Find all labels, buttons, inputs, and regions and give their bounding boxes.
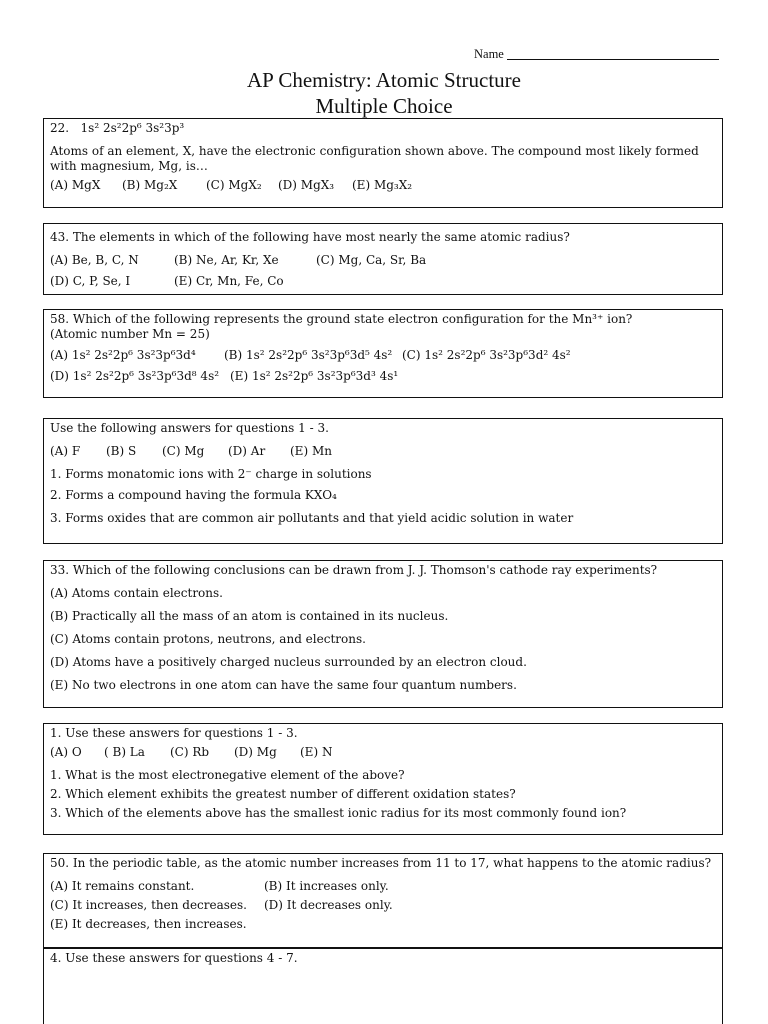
question-50-choices-row1 (50, 879, 716, 894)
choice-c: (C) 1s² 2s²2p⁶ 3s²3p⁶3d² 4s² (402, 348, 571, 362)
choice-e: (E) No two electrons in one atom can have the same four quantum numbers. (50, 678, 517, 692)
choice-a: (A) Atoms contain electrons. (50, 586, 223, 600)
question-50-box (43, 853, 723, 948)
choice-a: (A) MgX (50, 178, 101, 192)
question-22-number: 22. (50, 121, 70, 135)
question-33-box (43, 560, 723, 708)
page-title: AP Chemistry: Atomic Structure (247, 68, 521, 92)
choice-b: (B) It increases only. (264, 879, 389, 893)
choice-e: (E) Mg₃X₂ (352, 178, 413, 192)
choice-b: (B) S (106, 444, 137, 458)
question-22-stem: Atoms of an element, X, have the electronic configuration shown above. The compound most likely formed with magnesium, Mg, is… (50, 144, 699, 173)
answer-set-1-choices (50, 444, 716, 459)
question-33-stem: 33. Which of the following conclusions can be drawn from J. J. Thomson's cathode ray experiments? (50, 563, 658, 577)
answer-set-2-item-2: 2. Which element exhibits the greatest number of different oxidation states? (50, 787, 516, 801)
name-label: Name (474, 47, 504, 61)
answer-set-3-box (43, 948, 723, 1024)
question-50-choices-row2 (50, 898, 716, 913)
question-58-box (43, 309, 723, 398)
choice-c: (C) Mg, Ca, Sr, Ba (316, 253, 427, 267)
choice-e: (E) Mn (290, 444, 332, 458)
answer-set-1-item-2: 2. Forms a compound having the formula KXO₄ (50, 488, 337, 502)
answer-set-1-item-3: 3. Forms oxides that are common air pollutants and that yield acidic solution in water (50, 511, 574, 525)
answer-set-1-box (43, 418, 723, 544)
choice-a: (A) F (50, 444, 81, 458)
question-43-box (43, 223, 723, 295)
choice-d: (D) 1s² 2s²2p⁶ 3s²3p⁶3d⁸ 4s² (50, 369, 220, 383)
choice-a: (A) O (50, 745, 82, 759)
choice-d: (D) Mg (234, 745, 277, 759)
choice-b: (B) Practically all the mass of an atom is contained in its nucleus. (50, 609, 449, 623)
name-field (474, 47, 719, 62)
choice-b: (B) Ne, Ar, Kr, Xe (174, 253, 279, 267)
name-blank (507, 59, 719, 60)
answer-set-1-item-1: 1. Forms monatomic ions with 2⁻ charge in solutions (50, 467, 372, 481)
answer-set-2-item-3: 3. Which of the elements above has the smallest ionic radius for its most commonly found ion? (50, 806, 627, 820)
question-22-choices (50, 178, 716, 193)
answer-set-1-instruction: Use the following answers for questions 1 - 3. (50, 421, 329, 435)
question-58-choices-row2 (50, 369, 716, 384)
choice-e: (E) N (300, 745, 333, 759)
choice-c: (C) Mg (162, 444, 205, 458)
choice-d: (D) MgX₃ (278, 178, 335, 192)
choice-c: (C) It increases, then decreases. (50, 898, 247, 912)
question-22-config: 1s² 2s²2p⁶ 3s²3p³ (80, 121, 185, 135)
choice-a: (A) 1s² 2s²2p⁶ 3s²3p⁶3d⁴ (50, 348, 196, 362)
choice-e: (E) Cr, Mn, Fe, Co (174, 274, 284, 288)
answer-set-2-item-1: 1. What is the most electronegative element of the above? (50, 768, 405, 782)
choice-c: (C) Rb (170, 745, 210, 759)
choice-a: (A) It remains constant. (50, 879, 195, 893)
choice-b: ( B) La (104, 745, 145, 759)
answer-set-2-choices (50, 745, 716, 760)
answer-set-2-instruction: 1. Use these answers for questions 1 - 3. (50, 726, 298, 740)
choice-d: (D) Ar (228, 444, 266, 458)
choice-d: (D) Atoms have a positively charged nucleus surrounded by an electron cloud. (50, 655, 527, 669)
question-43-stem: 43. The elements in which of the following have most nearly the same atomic radius? (50, 230, 570, 244)
question-22-box (43, 118, 723, 208)
question-58-stem: 58. Which of the following represents the ground state electron configuration for the Mn³⁺ ion? (50, 312, 633, 326)
question-50-stem: 50. In the periodic table, as the atomic number increases from 11 to 17, what happens to the atomic radius? (50, 856, 712, 870)
answer-set-3-instruction: 4. Use these answers for questions 4 - 7. (50, 951, 298, 965)
choice-c: (C) MgX₂ (206, 178, 262, 192)
choice-c: (C) Atoms contain protons, neutrons, and electrons. (50, 632, 366, 646)
question-58-note: (Atomic number Mn = 25) (50, 327, 210, 341)
choice-b: (B) 1s² 2s²2p⁶ 3s²3p⁶3d⁵ 4s² (224, 348, 393, 362)
page-subtitle: Multiple Choice (315, 94, 453, 118)
question-43-choices-row1 (50, 253, 716, 268)
choice-e: (E) It decreases, then increases. (50, 917, 247, 931)
answer-set-2-box (43, 723, 723, 835)
choice-d: (D) It decreases only. (264, 898, 393, 912)
choice-b: (B) Mg₂X (122, 178, 178, 192)
question-43-choices-row2 (50, 274, 716, 289)
choice-e: (E) 1s² 2s²2p⁶ 3s²3p⁶3d³ 4s¹ (230, 369, 399, 383)
question-22-header (50, 121, 716, 136)
choice-a: (A) Be, B, C, N (50, 253, 139, 267)
choice-d: (D) C, P, Se, I (50, 274, 131, 288)
question-58-choices-row1 (50, 348, 716, 363)
